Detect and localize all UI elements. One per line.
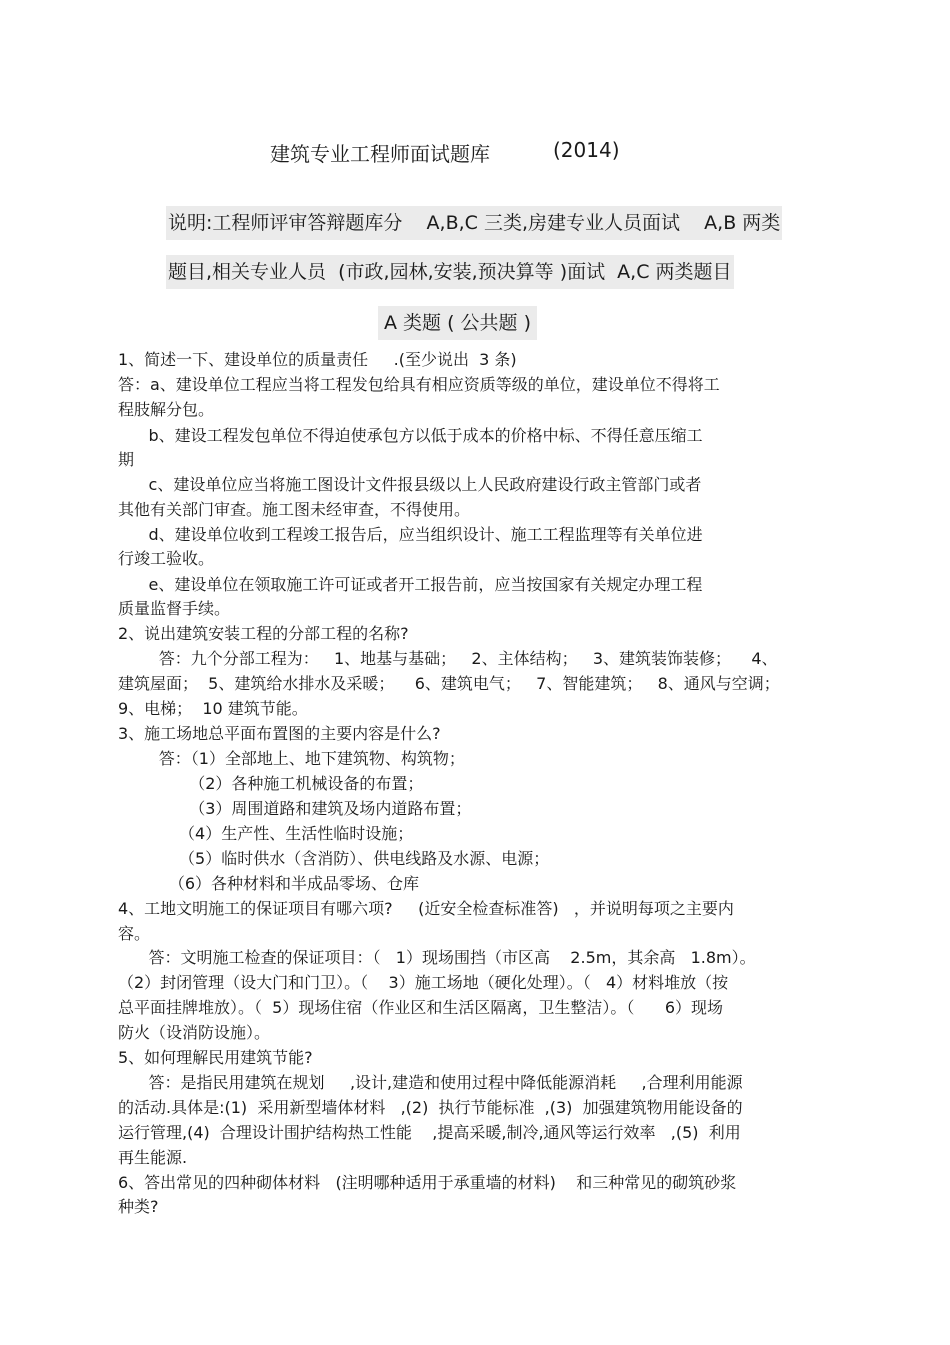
text-line: 2、说出建筑安装工程的分部工程的名称? bbox=[118, 624, 409, 643]
text-line: （5）临时供水（含消防）、供电线路及水源、电源； bbox=[118, 849, 550, 868]
text-line: （6）各种材料和半成品零场、仓库 bbox=[118, 874, 420, 893]
title-year: (2014) bbox=[553, 138, 620, 162]
text-line: 再生能源. bbox=[118, 1148, 188, 1167]
section-heading: A 类题 ( 公共题 ) bbox=[378, 306, 537, 340]
text-line: 9、电梯； 10 建筑节能。 bbox=[118, 699, 308, 718]
text-line: 种类? bbox=[118, 1197, 159, 1216]
text-line: d、建设单位收到工程竣工报告后，应当组织设计、施工工程监理等有关单位进 bbox=[118, 525, 703, 544]
text-line: （4）生产性、生活性临时设施； bbox=[118, 824, 414, 843]
text-line: （3）周围道路和建筑及场内道路布置； bbox=[118, 799, 472, 818]
text-line: 建筑屋面； 5、建筑给水排水及采暖； 6、建筑电气； 7、智能建筑； 8、通风与空调； bbox=[118, 674, 780, 693]
text-line: 质量监督手续。 bbox=[118, 599, 231, 618]
text-line: 其他有关部门审查。施工图未经审查，不得使用。 bbox=[118, 500, 471, 519]
text-line: 4、工地文明施工的保证项目有哪六项? (近安全检查标准答) ，并说明每项之主要内 bbox=[118, 899, 734, 918]
text-line: 期 bbox=[118, 450, 135, 469]
intro-line-2: 题目,相关专业人员 (市政,园林,安装,预决算等 )面试 A,C 两类题目 bbox=[166, 255, 734, 289]
text-line: 运行管理,(4) 合理设计围护结构热工性能 ,提高采暖,制冷,通风等运行效率 ,(5) 利用 bbox=[118, 1123, 741, 1142]
text-line: 答：九个分部工程为： 1、地基与基础； 2、主体结构； 3、建筑装饰装修； 4、 bbox=[118, 649, 778, 668]
text-line: （2）各种施工机械设备的布置； bbox=[118, 774, 424, 793]
text-line: 总平面挂牌堆放）。（ 5）现场住宿（作业区和生活区隔离，卫生整洁）。（ 6）现场 bbox=[118, 998, 724, 1017]
text-line: （2）封闭管理（设大门和门卫）。（ 3）施工场地（硬化处理）。（ 4）材料堆放（按 bbox=[118, 973, 729, 992]
text-line: 3、施工场地总平面布置图的主要内容是什么? bbox=[118, 724, 441, 743]
intro-line-1: 说明:工程师评审答辩题库分 A,B,C 三类,房建专业人员面试 A,B 两类 bbox=[166, 206, 782, 240]
text-line: e、建设单位在领取施工许可证或者开工报告前，应当按国家有关规定办理工程 bbox=[118, 575, 703, 594]
text-line: 程肢解分包。 bbox=[118, 400, 215, 419]
text-line: 行竣工验收。 bbox=[118, 549, 215, 568]
text-line: 容。 bbox=[118, 924, 151, 943]
text-line: c、建设单位应当将施工图设计文件报县级以上人民政府建设行政主管部门或者 bbox=[118, 475, 702, 494]
text-line: 答：a、建设单位工程应当将工程发包给具有相应资质等级的单位，建设单位不得将工 bbox=[118, 375, 720, 394]
text-line: 6、答出常见的四种砌体材料 (注明哪种适用于承重墙的材料) 和三种常见的砌筑砂浆 bbox=[118, 1173, 737, 1192]
text-line: 1、简述一下、建设单位的质量责任 .(至少说出 3 条) bbox=[118, 350, 517, 369]
text-line: 的活动.具体是:(1) 采用新型墙体材料 ,(2) 执行节能标准 ,(3) 加强建筑物用能设备的 bbox=[118, 1098, 743, 1117]
page-title: 建筑专业工程师面试题库 bbox=[270, 142, 490, 166]
text-line: 答：是指民用建筑在规划 ,设计,建造和使用过程中降低能源消耗 ,合理利用能源 bbox=[118, 1073, 743, 1092]
text-line: 5、如何理解民用建筑节能? bbox=[118, 1048, 313, 1067]
text-line: 答：（1）全部地上、地下建筑物、构筑物； bbox=[118, 749, 465, 768]
text-line: b、建设工程发包单位不得迫使承包方以低于成本的价格中标、不得任意压缩工 bbox=[118, 426, 703, 445]
text-line: 防火（设消防设施）。 bbox=[118, 1023, 271, 1042]
text-line: 答：文明施工检查的保证项目：（ 1）现场围挡（市区高 2.5m，其余高 1.8m）。 bbox=[118, 948, 756, 967]
